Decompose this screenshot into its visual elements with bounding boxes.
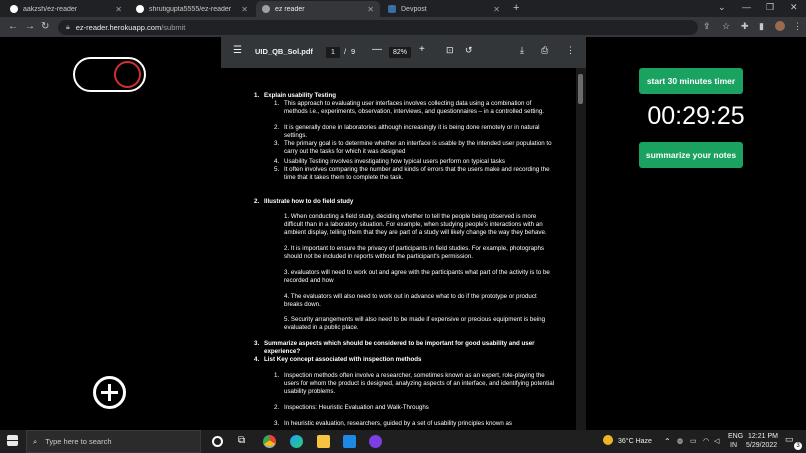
close-icon[interactable]: ✕ <box>115 4 122 14</box>
page-content <box>0 37 806 430</box>
tab-ez-reader[interactable] <box>256 1 380 17</box>
github-icon <box>10 5 18 13</box>
tab-devpost[interactable] <box>382 1 506 17</box>
tab-title: aakzsh/ez-reader <box>23 5 78 13</box>
tab-title: Devpost <box>401 5 427 13</box>
paragraph: 2. It is important to ensure the privacy of participants in field studies. For example, photographs should not be included in reports without the participant's permission. <box>284 245 545 261</box>
cortana-icon[interactable] <box>212 436 223 447</box>
back-icon[interactable]: ← <box>8 21 18 32</box>
side-panel-icon[interactable]: ▮ <box>759 21 764 31</box>
hamburger-menu-icon[interactable]: ☰ <box>233 45 242 56</box>
clock-date[interactable]: 5/29/2022 <box>746 442 778 449</box>
menu-dots-icon[interactable]: ⋮ <box>793 21 802 31</box>
notification-icon[interactable]: ▭ <box>785 434 794 444</box>
profile-avatar[interactable] <box>775 21 785 31</box>
taskbar-search[interactable] <box>26 430 201 453</box>
more-options-icon[interactable]: ⋮ <box>566 45 575 55</box>
close-icon[interactable]: ✕ <box>241 4 248 14</box>
address-bar[interactable] <box>58 20 698 35</box>
maximize-button[interactable]: ❐ <box>766 2 775 12</box>
tab-aakzsh[interactable] <box>4 1 128 17</box>
search-placeholder: Type here to search <box>45 437 112 446</box>
clock-time[interactable]: 12:21 PM <box>748 433 778 440</box>
toggle-knob <box>114 61 141 88</box>
globe-icon <box>262 5 270 13</box>
browser-toolbar <box>0 17 806 37</box>
new-tab-button[interactable]: + <box>513 2 520 14</box>
url-path: /submit <box>161 23 186 32</box>
notification-badge: 3 <box>794 442 802 450</box>
search-icon: ⌕ <box>33 436 38 446</box>
wifi-icon[interactable]: ◠ <box>703 438 710 445</box>
github-icon <box>136 5 144 13</box>
vscode-icon[interactable] <box>343 435 356 448</box>
fit-page-icon[interactable]: ⊡ <box>446 45 454 55</box>
page-number-input[interactable]: 1 <box>326 47 340 58</box>
zoom-out-button[interactable]: — <box>372 44 382 55</box>
pdf-document-page: 1. Explain usability Testing 1. This approach to evaluating user interfaces involves collecting data using a combination of methods i.e., experiments, observation, interviews, and questionnaires – in a controlled setting. 2. It is generally done in laboratories although increasingly it is being done remotely or in natural settings. 3. The primary goal is to determine whether an interface is usable by the intended user population to carry out the tasks for which it was designed 4. Usability Testing involves investigating how typical users perform on typical tasks 5. It often involves comparing the number and kinds of errors that the users make and recording the time that it takes them to complete the task. 2. Illustrate how to do field study 1. When conducting a field study, deciding whether to tell the people being observed is more difficult than in a laboratory situation. For example, when studying people's interactions with an ambient display, telling them that they are part of a study will likely change the way they behave. 2. It is important to ensure the privacy of participants in field studies. For example, photographs should not be included in reports without the participant's permission. 3. evaluators will need to work out and agree with the participants what part of the activity is to be recorded and how 4. The evaluators will also need to work out in advance what to do if the prototype or product breaks down. 5. Security arrangements will also need to be made if expensive or precious equipment is being evaluated in a public place. 3. Summarize aspects which should be considered to be important for good usability and user experience? 4. List Key concept associated with inspection methods 1. Inspection methods often involve a researcher, sometimes known as an expert, role-playing the users for whom the product is designed, analyzing aspects of an interface, and identifying potential usability problems. 2. Inspections: Heuristic Evaluation and Walk-Throughs 3. In heuristic evaluation, researchers, guided by a set of usability principles known as <box>221 68 576 430</box>
tab-title: ez reader <box>275 5 305 13</box>
chrome-icon[interactable] <box>263 435 276 448</box>
page-total: 9 <box>351 47 356 56</box>
minimize-button[interactable]: — <box>742 2 751 12</box>
pdf-viewer <box>221 37 586 430</box>
chevron-up-icon[interactable]: ⌃ <box>664 437 671 446</box>
share-icon[interactable]: ⇪ <box>703 21 711 31</box>
tab-shrutigupta[interactable] <box>130 1 254 17</box>
windows-taskbar <box>0 430 806 453</box>
pdf-toolbar <box>221 37 586 68</box>
windows-start-icon[interactable] <box>7 435 18 446</box>
forward-icon[interactable]: → <box>25 21 35 32</box>
scrollbar-thumb[interactable] <box>578 74 583 104</box>
weather-text[interactable]: 36°C Haze <box>618 438 652 445</box>
devpost-icon <box>388 5 396 13</box>
add-circle-icon[interactable] <box>93 376 126 409</box>
file-explorer-icon[interactable] <box>317 435 330 448</box>
battery-icon[interactable]: ▭ <box>690 438 697 445</box>
paragraph: 1. When conducting a field study, deciding whether to tell the people being observed is more difficult than in a laboratory situation. For example, when studying people's interactions with an ambient display, telling them that they are part of a study will likely change the way they behave. <box>284 213 547 237</box>
bookmark-star-icon[interactable]: ☆ <box>722 21 731 31</box>
network-icon[interactable]: ◍ <box>677 438 684 445</box>
close-icon[interactable]: ✕ <box>367 4 374 14</box>
rotate-icon[interactable]: ↺ <box>465 45 473 55</box>
extensions-icon[interactable]: ✚ <box>741 21 749 31</box>
timer-display: 00:29:25 <box>647 102 745 130</box>
volume-icon[interactable]: ◁ <box>714 438 720 445</box>
download-icon[interactable]: ⤓ <box>520 45 524 55</box>
pdf-scrollbar[interactable] <box>576 68 586 430</box>
print-icon[interactable]: ⎙ <box>541 45 549 55</box>
reload-icon[interactable]: ↻ <box>41 21 50 32</box>
tab-strip <box>0 0 806 17</box>
paragraph: 4. The evaluators will also need to work out in advance what to do if the prototype or product breaks down. <box>284 293 537 309</box>
summarize-notes-button[interactable]: summarize your notes <box>639 142 743 168</box>
weather-icon[interactable] <box>603 435 613 445</box>
pdf-filename: UID_QB_Sol.pdf <box>255 47 313 56</box>
zoom-level-input[interactable]: 82% <box>389 47 411 58</box>
start-timer-button[interactable]: start 30 minutes timer <box>639 68 743 94</box>
close-icon[interactable]: ✕ <box>493 4 500 14</box>
page-separator: / <box>344 47 347 56</box>
close-window-button[interactable]: ✕ <box>790 2 798 12</box>
lock-icon: 🔒︎ <box>66 23 70 31</box>
tab-title: shrutigupta5555/ez-reader <box>149 5 232 13</box>
task-view-icon[interactable]: ⧉ <box>238 435 246 446</box>
zoom-in-button[interactable]: + <box>419 44 425 55</box>
paragraph: 5. Security arrangements will also need to be made if expensive or precious equipment is being evaluated in a public place. <box>284 316 546 332</box>
theme-toggle[interactable] <box>73 57 146 92</box>
app-icon[interactable] <box>369 435 382 448</box>
input-language[interactable]: ENG <box>728 433 744 440</box>
edge-icon[interactable] <box>290 435 303 448</box>
input-region[interactable]: IN <box>730 442 737 449</box>
url-host: ez-reader.herokuapp.com <box>75 23 162 32</box>
tab-search-icon[interactable]: ⌄ <box>718 2 726 12</box>
paragraph: 3. evaluators will need to work out and agree with the participants what part of the activity is to be recorded and how <box>284 269 550 285</box>
